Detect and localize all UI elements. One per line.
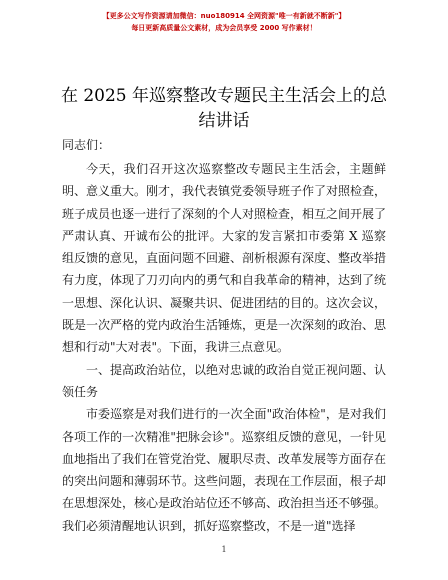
greeting: 同志们： — [62, 138, 111, 152]
page-number: 1 — [221, 545, 227, 554]
section-heading-1: 一、提高政治站位，以绝对忠诚的政治自觉正视问题、认领任务 — [62, 362, 387, 399]
document-title: 在 2025 年巡察整改专题民主生活会上的总结讲话 — [60, 86, 388, 131]
document-body — [62, 158, 386, 537]
promo-banner — [0, 10, 448, 34]
paragraph-section-1: 市委巡察是对我们进行的一次全面"政治体检"，是对我们各项工作的一次精准"把脉会诊"。巡察组反馈的意见，一针见血地指出了我们在管党治党、履职尽责、改革发展等方面存在的突出问题和薄弱环节。这些问题，表现在工作层面，根子却在思想深处，核心是政治站位还不够高、政治担当还不够强。我们必须清醒地认识到，抓好巡察整改，不是一道"选择 — [62, 407, 387, 533]
paragraph-intro: 今天，我们召开这次巡察整改专题民主生活会，主题鲜明、意义重大。刚才，我代表镇党委领导班子作了对照检查，班子成员也逐一进行了深刻的个人对照检查，相互之间开展了严肃认真、开诚布公的批评。大家的发言紧扣市委第 X 巡察组反馈的意见，直面问题不回避、剖析根源有深度、整改举措有力度，体现了刀刃向内的勇气和自我革命的精神，达到了统一思想、深化认识、凝聚共识、促进团结的目的。这次会议，既是一次严格的党内政治生活锤炼，更是一次深刻的政治、思想和行动"大对表"。下面，我讲三点意见。 — [62, 162, 387, 355]
promo-banner-line-1: 【更多公文写作资源请加微信：nuo180914 全网资源"唯一有新就不断新"】 — [102, 12, 346, 20]
promo-banner-line-2: 每日更新高质量公文素材，成为会员享受 2000 写作素材！ — [131, 24, 317, 32]
